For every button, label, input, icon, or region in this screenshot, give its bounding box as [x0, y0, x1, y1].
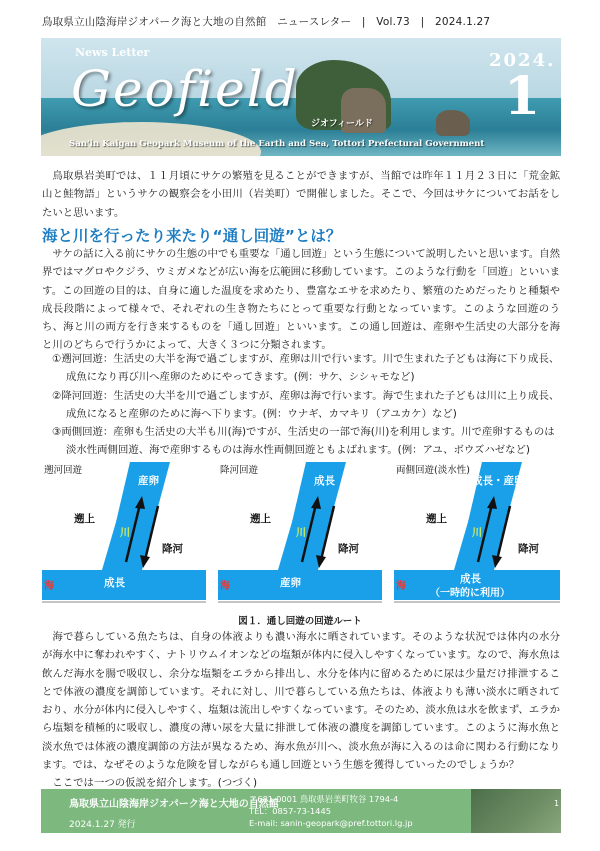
issue-number: 1 [504, 66, 541, 127]
newsletter-topline: 鳥取県立山陰海岸ジオパーク海と大地の自然館 ニュースレター | Vol.73 | 2024.1.27 [42, 16, 491, 28]
sea-label: 海 [220, 581, 230, 592]
list-item-amphidromous: ③両側回遊：産卵も生活史の大半も川(海)ですが、生活史の一部で海(川)を利用します。川で産卵するものは淡水性両側回遊、海で産卵するものは海水性両側回遊ともよばれます。(例：アユ、ボウズハゼなど) [52, 426, 555, 457]
figure-caption: 図１．通し回遊の回遊ルート [238, 616, 362, 627]
footer-organization: 鳥取県立山陰海岸ジオパーク海と大地の自然館 [69, 799, 279, 810]
bottom-label: 産卵 [280, 577, 301, 589]
river-label: 川 [472, 528, 482, 539]
banner-rock-far [436, 110, 470, 136]
diagram-panel-amphidromous [394, 462, 560, 602]
upstream-label: 遡上 [74, 513, 95, 525]
geofield-logo: Geofield [71, 60, 299, 118]
upstream-label: 遡上 [426, 513, 447, 525]
footer-issue-date: 2024.1.27 発行 [69, 820, 136, 830]
sea-label: 海 [44, 581, 54, 592]
museum-name-en: San'in Kaigan Geopark Museum of the Earth and Sea, Tottori Prefectural Government [69, 139, 485, 149]
downstream-label: 降河 [518, 543, 539, 555]
top-label: 産卵 [138, 475, 159, 487]
diagram-panel-catadromous [218, 462, 382, 602]
bottom-label: 成長 [460, 573, 481, 585]
footer-contact [249, 793, 413, 829]
migration-paragraph: サケの話に入る前にサケの生態の中でも重要な「通し回遊」という生態について説明したいと思います。自然界ではマグロやクジラ、ウミガメなどが広い海を広範囲に移動しています。このような行動を「回遊」といいます。この回遊の目的は、自身に適した温度を求めたり、豊富なエサを求めたり、繁殖のためだったりと種類や成長段階によって様々で、それぞれの生き物たちにとって重要な行動となっています。このような回遊のうち、海と川の両方を行き来するものを「通し回遊」といいます。この通し回遊は、産卵や生活史の大部分を海と川のどちらで行うかによって、大きく３つに分類されます。 [42, 248, 560, 352]
footer-bar [41, 789, 561, 833]
logo-kana: ジオフィールド [311, 119, 373, 129]
list-item-catadromous: ②降河回遊：生活史の大半を川で過ごしますが、産卵は海で行います。海で生まれた子どもは川に上り成長、成魚になると産卵のために海へ下ります。(例：ウナギ、カマキリ（アユカケ）など) [52, 389, 560, 420]
bottom-label: 成長 [104, 577, 125, 589]
sea-label: 海 [396, 581, 406, 592]
panel-title: 両側回遊(淡水性) [396, 465, 470, 476]
upstream-label: 遡上 [250, 513, 271, 525]
osmoregulation-text: 海で暮らしている魚たちは、自身の体液よりも濃い海水に晒されています。そのような状況では体内の水分が海水中に奪われやすく、ナトリウムイオンなどの塩類が体内に侵入しやすくなっています。なので、海水魚は飲んだ海水を腸で吸収し、余分な塩類をエラから排出し、水分を体内に留めるために尿は少量だけ排泄することで体液の濃度を調節しています。それに対し、川で暮らしている魚たちは、体液よりも薄い淡水に晒されており、水分が体内に侵入しやすく、塩類は流出しやすくなっています。そのため、淡水魚は水を飲まず、エラから塩類を積極的に吸収し、濃度の薄い尿を大量に排泄して体液の濃度を調節しています。このように海水魚と淡水魚では体液の濃度調節の方法が異なるため、海水魚が川へ、淡水魚が海に入るのは命に関わる行動になります。では、なぜそのような危険を冒しながらも通し回遊という生態を獲得していったのでしょうか？ [42, 631, 560, 772]
intro-paragraph: 鳥取県岩美町では、１１月頃にサケの繁殖を見ることができますが、当館では昨年１１月２３日に「荒金鉱山と鮭物語」というサケの観察会を小田川（岩美町）で開催しました。そこで、今回はサケについてお話をしたいと思います。 [42, 170, 560, 219]
continued-note: ここでは一つの仮説を紹介します。(つづく) [52, 777, 258, 790]
footer-address: 〒681-0001 鳥取県岩美町牧谷 1794-4 [249, 794, 399, 804]
footer-photo [471, 789, 561, 833]
downstream-label: 降河 [162, 543, 183, 555]
top-label: 成長 [314, 475, 335, 487]
osmoregulation-paragraph [42, 628, 560, 793]
masthead-banner [41, 38, 561, 156]
migration-type-list [52, 350, 560, 460]
section-heading: 海と川を行ったり来たり“通し回遊”とは？ [42, 227, 342, 245]
top-label: 成長・産卵 [472, 475, 525, 487]
issue-year: 2024. [489, 50, 556, 71]
footer-tel: TEL：0857-73-1445 [249, 806, 332, 816]
river-label: 川 [296, 528, 306, 539]
river-label: 川 [120, 528, 130, 539]
bottom-sub-label: （一時的に利用） [430, 588, 510, 599]
news-letter-label: News Letter [75, 46, 150, 59]
migration-route-diagram [42, 462, 560, 612]
page-number: 1 [554, 799, 560, 808]
downstream-label: 降河 [338, 543, 359, 555]
list-item-anadromous: ①遡河回遊：生活史の大半を海で過ごしますが、産卵は川で行います。川で生まれた子どもは海に下り成長、成魚になり再び川へ産卵のためにやってきます。(例：サケ、シシャモなど) [52, 353, 560, 384]
diagram-panel-anadromous [42, 462, 206, 602]
panel-title: 遡河回遊 [44, 465, 83, 476]
footer-email: E-mail: sanin-geopark@pref.tottori.lg.jp [249, 818, 413, 828]
panel-title: 降河回遊 [220, 465, 259, 476]
